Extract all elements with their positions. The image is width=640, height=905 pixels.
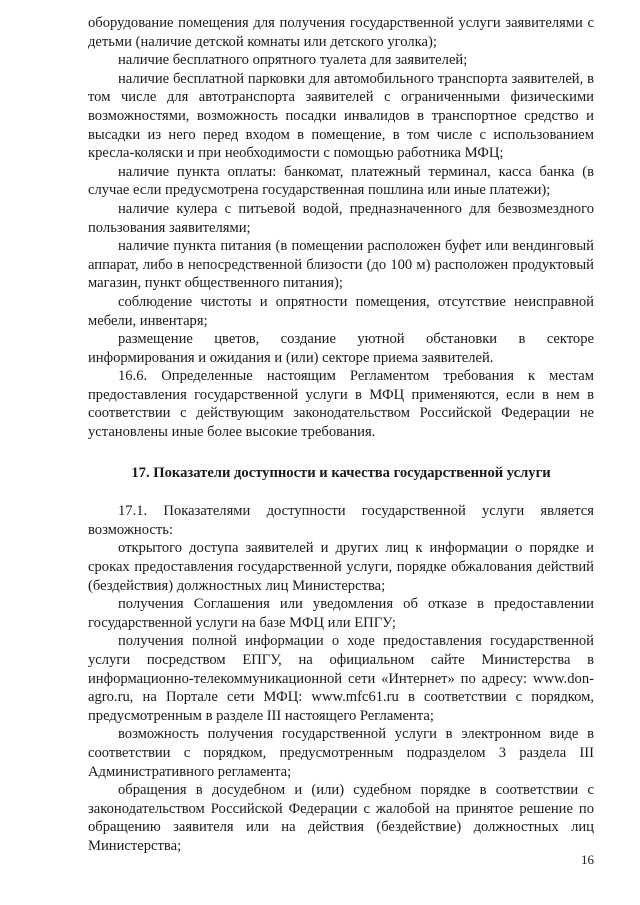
paragraph: 17.1. Показателями доступности государственной услуги является возможность: <box>88 503 594 538</box>
paragraph: наличие бесплатной парковки для автомобильного транспорта заявителей, в том числе для автотранспорта заявителей с ограниченными физическими возможностями, возможность посадки инвалидов в транспортное средство и высадки из него перед входом в помещение, в том числе с использованием кресла-коляски и при необходимости с помощью работника МФЦ; <box>88 70 594 162</box>
paragraph: наличие бесплатного опрятного туалета для заявителей; <box>118 52 468 69</box>
section-17-heading: 17. Показатели доступности и качества государственной услуги <box>131 464 551 481</box>
paragraph: наличие пункта питания (в помещении расположен буфет или вендинговый аппарат, либо в непосредственной близости (до 100 м) расположен продуктовый магазин, пункт общественного питания); <box>88 238 594 292</box>
paragraph: наличие пункта оплаты: банкомат, платежный терминал, касса банка (в случае если предусмотрена государственная пошлина или иные платежи); <box>88 163 594 199</box>
paragraph: возможность получения государственной услуги в электронном виде в соответствии с порядком, предусмотренным подразделом 3 раздела III Административного регламента; <box>88 726 594 780</box>
paragraph: обращения в досудебном и (или) судебном порядке в соответствии с законодательством Российской Федерации с жалобой на принятое решение по обращению заявителя или на действия (бездействие) должностных лиц Министерства; <box>88 782 594 854</box>
page-number: 16 <box>581 852 594 867</box>
paragraph: оборудование помещения для получения государственной услуги заявителями с детьми (наличие детской комнаты или детского уголка); <box>88 15 594 50</box>
paragraph: наличие кулера с питьевой водой, предназначенного для безвозмездного пользования заявителями; <box>88 200 594 236</box>
section-17-body <box>88 502 594 855</box>
paragraph: открытого доступа заявителей и других лиц к информации о порядке и сроках предоставления государственной услуги, порядке обжалования действий (бездействия) должностных лиц Министерства; <box>88 540 594 594</box>
paragraph: получения полной информации о ходе предоставления государственной услуги посредством ЕПГУ, на официальном сайте Министерства в информационно-телекоммуникационной сети «Интернет» по адресу: www.don-agro.ru, на Портале сети МФЦ: www.mfc61.ru в соответствии с порядком, предусмотренным в разделе III настоящего Регламента; <box>88 633 594 724</box>
paragraph: размещение цветов, создание уютной обстановки в секторе информирования и ожидания и (или) секторе приема заявителей. <box>88 331 594 366</box>
paragraph: соблюдение чистоты и опрятности помещения, отсутствие неисправной мебели, инвентаря; <box>88 293 594 329</box>
paragraph: 16.6. Определенные настоящим Регламентом требования к местам предоставления государственной услуги в МФЦ применяются, если в нем в соответствии с действующим законодательством Российской Федерации не установлены иные более высокие требования. <box>88 368 594 441</box>
section-16-continuation <box>88 14 594 442</box>
paragraph: получения Соглашения или уведомления об отказе в предоставлении государственной услуги на базе МФЦ или ЕПГУ; <box>88 596 594 631</box>
